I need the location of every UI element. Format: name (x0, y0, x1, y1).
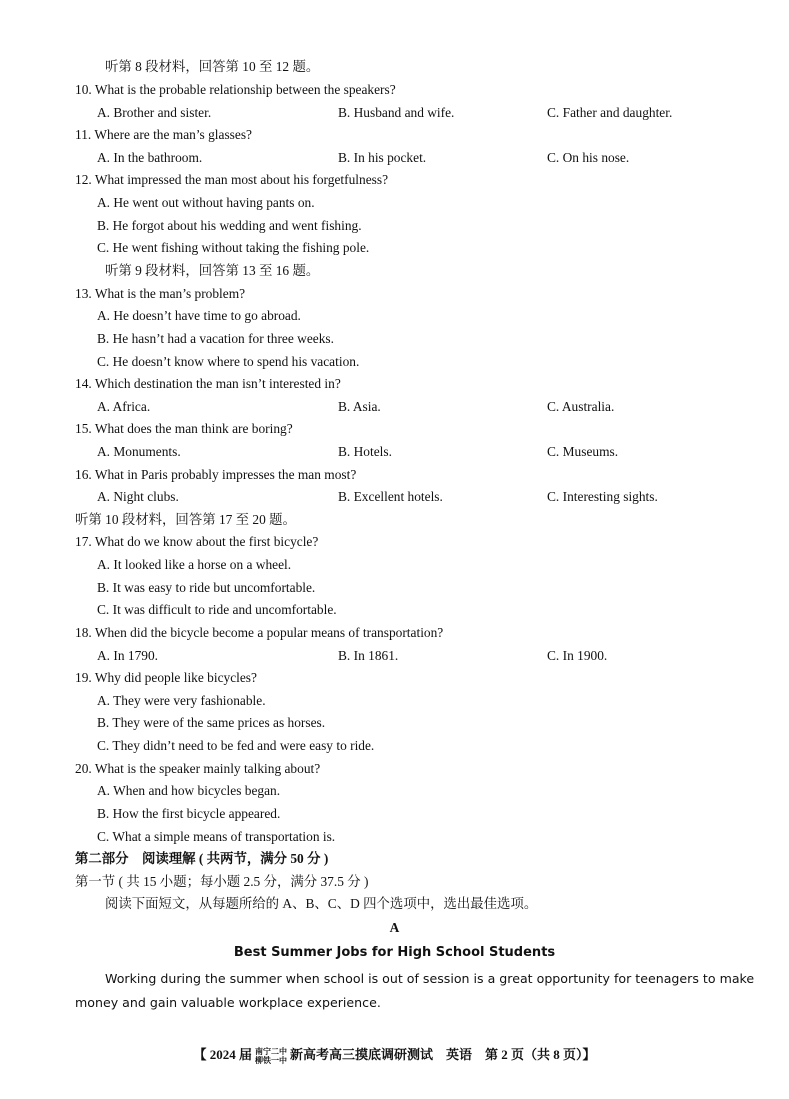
option: C. They didn’t need to be fed and were easy to ride. (97, 738, 375, 753)
reading-instruction: 阅读下面短文，从每题所给的 A、B、C、D 四个选项中，选出最佳选项。 (105, 896, 538, 911)
school-names (255, 1047, 287, 1065)
option: C. In 1900. (547, 648, 608, 663)
page-footer (0, 1044, 789, 1066)
footer-year: 【 2024 届 (193, 1047, 252, 1062)
question: 20. What is the speaker mainly talking about? (75, 761, 321, 776)
option: C. Interesting sights. (547, 489, 658, 504)
section-instruction: 听第 10 段材料，回答第 17 至 20 题。 (75, 512, 296, 527)
option: B. In his pocket. (338, 150, 427, 165)
option: B. Husband and wife. (338, 105, 455, 120)
option: B. In 1861. (338, 648, 399, 663)
option: B. Excellent hotels. (338, 489, 443, 504)
question: 10. What is the probable relationship between the speakers? (75, 82, 396, 97)
option: C. He doesn’t know where to spend his vacation. (97, 354, 360, 369)
option: B. He forgot about his wedding and went fishing. (97, 218, 362, 233)
question: 16. What in Paris probably impresses the man most? (75, 467, 357, 482)
section-title: 第一节 ( 共 15 小题；每小题 2.5 分，满分 37.5 分 ) (75, 874, 369, 889)
option: C. On his nose. (547, 150, 630, 165)
part-title: 第二部分 阅读理解 ( 共两节，满分 50 分 ) (75, 851, 329, 866)
option: A. Night clubs. (97, 489, 179, 504)
question: 18. When did the bicycle become a popular means of transportation? (75, 625, 444, 640)
option: B. It was easy to ride but uncomfortable. (97, 580, 316, 595)
option: C. He went fishing without taking the fishing pole. (97, 240, 370, 255)
option: A. In the bathroom. (97, 150, 203, 165)
question: 11. Where are the man’s glasses? (75, 127, 252, 142)
question: 15. What does the man think are boring? (75, 421, 293, 436)
option: A. He doesn’t have time to go abroad. (97, 308, 301, 323)
footer-exam: 新高考高三摸底调研测试 英语 第 2 页（共 8 页）】 (290, 1047, 596, 1062)
option: C. What a simple means of transportation is. (97, 829, 336, 844)
option: B. They were of the same prices as horses. (97, 715, 326, 730)
option: C. Father and daughter. (547, 105, 673, 120)
question: 14. Which destination the man isn’t interested in? (75, 376, 341, 391)
option: A. They were very fashionable. (97, 693, 266, 708)
option: A. Africa. (97, 399, 151, 414)
school-name: 南宁二中 (255, 1047, 287, 1057)
option: A. In 1790. (97, 648, 158, 663)
question: 17. What do we know about the first bicycle? (75, 534, 319, 549)
option: A. It looked like a horse on a wheel. (97, 557, 292, 572)
section-instruction: 听第 9 段材料，回答第 13 至 16 题。 (105, 263, 320, 278)
article-title: Best Summer Jobs for High School Students (233, 945, 556, 960)
option: A. Monuments. (97, 444, 181, 459)
paragraph-line: Working during the summer when school is out of session is a great opportunity for teenagers to make (105, 971, 755, 986)
option: B. Asia. (338, 399, 381, 414)
option: C. Museums. (547, 444, 619, 459)
option: A. When and how bicycles began. (97, 783, 281, 798)
option: C. It was difficult to ride and uncomfortable. (97, 602, 337, 617)
question: 13. What is the man’s problem? (75, 286, 246, 301)
option: B. How the first bicycle appeared. (97, 806, 281, 821)
passage-letter: A (389, 920, 400, 935)
option: C. Australia. (547, 399, 615, 414)
section-instruction: 听第 8 段材料，回答第 10 至 12 题。 (105, 59, 320, 74)
option: A. He went out without having pants on. (97, 195, 315, 210)
question: 12. What impressed the man most about his forgetfulness? (75, 172, 389, 187)
school-name: 柳铁一中 (255, 1056, 287, 1066)
option: A. Brother and sister. (97, 105, 212, 120)
option: B. He hasn’t had a vacation for three weeks. (97, 331, 334, 346)
paragraph-line: money and gain valuable workplace experience. (75, 995, 381, 1010)
question: 19. Why did people like bicycles? (75, 670, 257, 685)
option: B. Hotels. (338, 444, 392, 459)
